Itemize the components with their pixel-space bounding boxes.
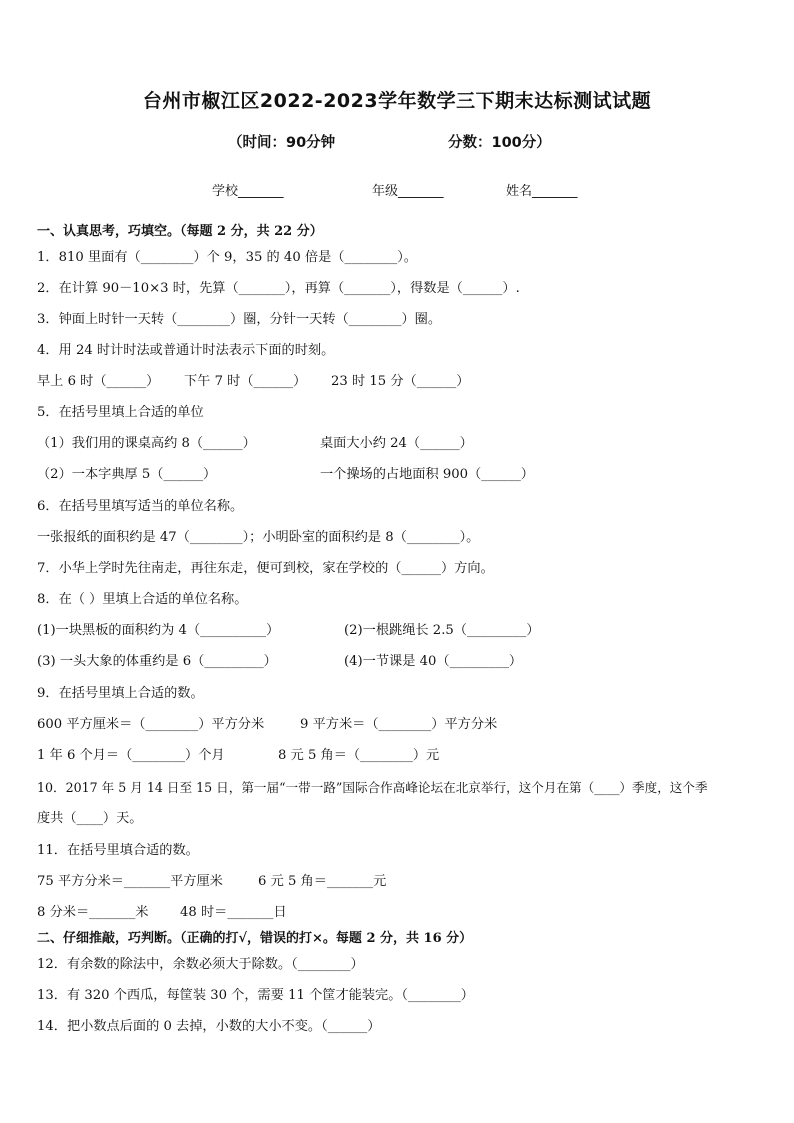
question-5: 5．在括号里填上合适的单位: [37, 405, 204, 420]
question-6-line: 一张报纸的面积约是 47（________）；小明卧室的面积约是 8（________）。: [37, 530, 480, 545]
question-14: 14．把小数点后面的 0 去掉，小数的大小不变。（______）: [37, 1019, 381, 1034]
question-8-item: (4)一节课是 40（_________）: [344, 654, 523, 669]
question-1: 1．810 里面有（________）个 9，35 的 40 倍是（________）。: [37, 250, 417, 265]
exam-time: （时间：90分钟: [228, 135, 336, 151]
question-11-item: 75 平方分米＝_______平方厘米: [37, 874, 223, 889]
section-2-heading: 二、仔细推敲，巧判断。（正确的打√，错误的打×。每题 2 分，共 16 分）: [37, 931, 473, 946]
question-10-cont: 度共（____）天。: [37, 811, 143, 826]
question-4-item: 早上 6 时（______）: [37, 374, 160, 389]
grade-field[interactable]: 年级_______: [372, 184, 444, 199]
question-9-item: 8 元 5 角＝（________）元: [278, 748, 440, 763]
question-5-item: （1）我们用的课桌高约 8（______）: [37, 436, 256, 451]
question-9-item: 1 年 6 个月＝（________）个月: [37, 748, 225, 763]
question-4: 4．用 24 时计时法或普通计时法表示下面的时刻。: [37, 343, 335, 358]
question-3: 3．钟面上时针一天转（________）圈，分针一天转（________）圈。: [37, 312, 442, 327]
exam-score: 分数：100分）: [448, 135, 551, 151]
question-11-item: 8 分米＝_______米: [37, 905, 149, 920]
question-8: 8．在（ ）里填上合适的单位名称。: [37, 592, 248, 607]
question-11-item: 48 时＝_______日: [180, 905, 287, 920]
question-9-item: 600 平方厘米＝（________）平方分米: [37, 717, 265, 732]
question-5-item: 一个操场的占地面积 900（______）: [320, 467, 534, 482]
question-4-item: 下午 7 时（______）: [184, 374, 307, 389]
question-11-item: 6 元 5 角＝_______元: [258, 874, 387, 889]
question-5-item: 桌面大小约 24（______）: [320, 436, 473, 451]
school-field[interactable]: 学校_______: [212, 184, 284, 199]
question-6: 6．在括号里填写适当的单位名称。: [37, 499, 244, 514]
question-12: 12．有余数的除法中，余数必须大于除数。（________）: [37, 957, 364, 972]
question-8-item: (1)一块黑板的面积约为 4（__________）: [37, 623, 280, 638]
question-4-item: 23 时 15 分（______）: [331, 374, 470, 389]
question-8-item: (3) 一头大象的体重约是 6（_________）: [37, 654, 277, 669]
question-13: 13．有 320 个西瓜，每筐装 30 个，需要 11 个筐才能装完。（________）: [37, 988, 474, 1003]
question-9: 9．在括号里填上合适的数。: [37, 686, 204, 701]
name-field[interactable]: 姓名_______: [506, 184, 578, 199]
page-title: 台州市椒江区2022-2023学年数学三下期末达标测试试题: [142, 90, 652, 112]
section-1-heading: 一、认真思考，巧填空。（每题 2 分，共 22 分）: [37, 224, 323, 239]
question-7: 7．小华上学时先往南走，再往东走，便可到校，家在学校的（______）方向。: [37, 561, 494, 576]
question-10: 10．2017 年 5 月 14 日至 15 日，第一届“一带一路”国际合作高峰论坛在北京举行，这个月在第（____）季度，这个季: [37, 780, 708, 795]
question-8-item: (2)一根跳绳长 2.5（_________）: [344, 623, 540, 638]
question-11: 11．在括号里填合适的数。: [37, 843, 199, 858]
question-9-item: 9 平方米＝（________）平方分米: [300, 717, 498, 732]
question-5-item: （2）一本字典厚 5（______）: [37, 467, 217, 482]
question-2: 2．在计算 90－10×3 时，先算（_______），再算（_______），得数是（______）.: [37, 281, 520, 296]
